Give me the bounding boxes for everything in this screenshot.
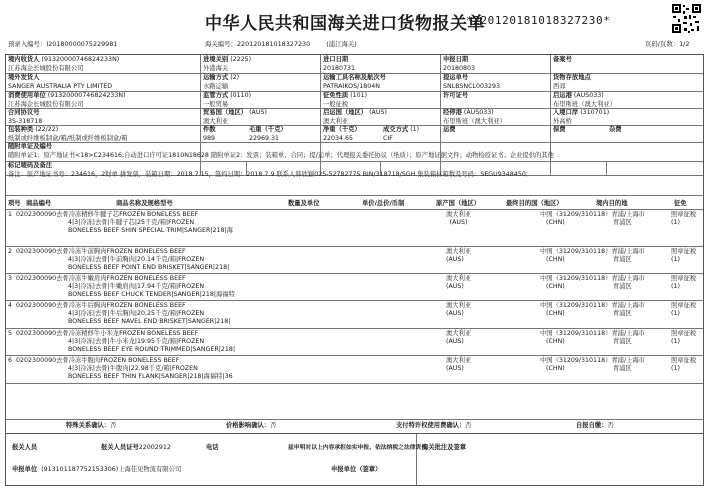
terms-cell: 成交方式 (1) CIF: [383, 126, 420, 142]
insurance-cell: 保费: [553, 126, 566, 133]
liability-statement: 兹申明对以上内容承担如实申报、依法纳税之法律责任: [288, 445, 428, 451]
goods-name: 去骨冷冻精修牛腱子芯FROZEN BONELESS BEEF: [56, 211, 199, 218]
net-weight-cell: 净重（千克） 22034.65: [323, 126, 361, 142]
origin-country-cell: 启运国（地区） (AUS) 澳大利亚: [323, 109, 387, 125]
goods-origin: 澳大利亚 (AUS): [446, 248, 472, 264]
freight-cell: 运费: [443, 126, 456, 133]
package-cell: 包装种类 (22/22) 纸制或纤维板制盒/箱/纸制或纤维板制盒/箱: [8, 126, 128, 142]
goods-dest: 中国（31209/310118）青浦/上海市 (CHN) 青浦区: [540, 357, 645, 373]
transport-mode-cell: 运输方式 (2) 水路运输: [203, 74, 240, 90]
levy-cell: 征免性质 (101) 一般征税: [323, 92, 368, 108]
import-date-cell: 进口日期 20180731: [323, 56, 356, 72]
price-impact-confirm: 价格影响确认：否: [226, 422, 277, 429]
license-cell: 许可证号: [443, 92, 469, 99]
via-port-cell: 经停港 (AUS033) 布里斯班（澳大利亚）: [443, 109, 506, 125]
trade-country-cell: 贸易国（地区） (AUS) 澳大利亚: [203, 109, 267, 125]
barcode-text: *220120181018327230*: [466, 14, 611, 27]
table-row: 2 0202300090去骨冷冻牛前胸肉FROZEN BONELESS BEEF 4|3|冷冻|去骨|牛前胸肉|20.14千克/箱|FROZEN BONELESS BEEF POINT END BRISKET|SANGER|218|: [8, 248, 230, 272]
goods-header-dest: 最终目的国（地区）: [506, 200, 563, 207]
declaration-form: [5, 54, 704, 434]
goods-header-no: 项号: [8, 200, 21, 207]
table-row: 3 0202300090去骨冷冻牛嫩肩肉FROZEN BONELESS BEEF 4|3|冷冻|去骨|牛嫩肩肉|17.94千克/箱|FROZEN BONELESS BEEF CHUCK TENDER|SANGER|218|海福特: [8, 275, 235, 299]
declare-date-cell: 申报日期 20180803: [443, 56, 476, 72]
documents-cell: 随附单证及编号 随附单证1：原产地证书<18>C234616;自动进口许可证1810N18628 随附单证2：发票；装箱单；合同；提/运单；代理报关委托协议（纸质）；原产地证据文件；动物检疫证书；企业提供的其他: [8, 143, 554, 159]
gross-weight-cell: 毛重（千克） 22969.31: [249, 126, 287, 142]
departure-port-cell: 启运港 (AUS033) 布里斯班（澳大利亚）: [553, 92, 616, 108]
consumer-cell: 消费使用单位 (91320000746824233N) 江苏海企长城股份有限公司: [8, 92, 126, 108]
consignee-cell: 境内收货人 (91320000746824233N) 江苏海企长城股份有限公司: [8, 56, 120, 72]
table-row: 5 0202300090去骨冷冻精修牛小米龙FROZEN BONELESS BEEF 4|3|冷冻|去骨|牛小米龙|19.95千克/箱|FROZEN BONELESS BEEF EYE ROUND TRIMMED|SANGER|218|: [8, 330, 236, 354]
pieces-cell: 件数 989: [203, 126, 216, 142]
goods-origin: 澳大利亚 (AUS): [446, 330, 472, 346]
goods-dest: 中国（31209/310118）青浦/上海市 (CHN) 青浦区: [540, 275, 645, 291]
form-title: 中华人民共和国海关进口货物报关单: [205, 14, 485, 34]
phone: 电话: [206, 444, 219, 451]
goods-header-domestic: 境内目的地: [596, 200, 628, 207]
customs-remarks: 海关批注及签章: [422, 444, 467, 451]
goods-dest: 中国（31209/310118）青浦/上海市 (CHN) 青浦区: [540, 211, 645, 227]
declaring-agent: 申报单位 (913101187752153306)上海佳见物流有限公司: [12, 466, 182, 473]
goods-code: 0202300090: [16, 211, 57, 218]
qr-code-icon: [671, 3, 702, 34]
misc-cell: 杂费: [609, 126, 622, 133]
marks-cell: 标记唛码及备注 备注：原产地证书号：234616，2财单 拼发票，装箱日期：2018.7.15，签约日期：2018.7.9 联系人韩欣颖025-52782775 BIN/318718/SGH 集装箱标箱数及号码：SEGU9348450;: [8, 162, 528, 178]
goods-levy: 照章征税 (1): [671, 357, 697, 373]
self-declare-confirm: 自报自缴：否: [576, 422, 614, 429]
customs-number: 海关编号：220120181018327230 (浦江海关): [205, 40, 357, 48]
goods-dest: 中国（31209/310118）青浦/上海市 (CHN) 青浦区: [540, 330, 645, 346]
goods-levy: 照章征税 (1): [671, 248, 697, 264]
table-row: 4 0202300090去骨冷冻牛后胸肉FROZEN BONELESS BEEF 4|3|冷冻|去骨|牛后胸肉|20.25千克/箱|FROZEN BONELESS BEEF NAVEL END BRISKET|SANGER|218|: [8, 302, 231, 326]
goods-levy: 照章征税 (1): [671, 330, 697, 346]
goods-origin: 澳大利亚 (AUS): [446, 275, 472, 291]
shipper-cell: 境外发货人 SANGER AUSTRALIA PTY LIMITED: [8, 74, 113, 90]
goods-header-price: 单价/总价/币制: [362, 200, 405, 207]
page-indicator: 页码/页数：1/2: [645, 40, 690, 48]
declaration-footer: [5, 434, 704, 486]
goods-origin: 澳大利亚 (AUS): [446, 357, 472, 373]
royalty-confirm: 支付特许权使用费确认：否: [396, 422, 472, 429]
goods-dest: 中国（31209/310118）青浦/上海市 (CHN) 青浦区: [540, 302, 645, 318]
goods-header-origin: 原产国（地区）: [436, 200, 481, 207]
supervision-cell: 监管方式 (0110) 一般贸易: [203, 92, 252, 108]
vessel-cell: 运输工具名称及航次号 PATRAIKOS/1804N: [323, 74, 386, 90]
special-relation-confirm: 特殊关系确认：否: [66, 422, 117, 429]
record-no-cell: 备案号: [553, 56, 572, 63]
agent-seal: 申报单位（签章）: [331, 466, 382, 473]
goods-levy: 照章征税 (1): [671, 211, 697, 227]
table-row: 6 0202300090去骨冷冻牛腹肉FROZEN BONELESS BEEF 4|3|冷冻|去骨|牛腹肉|22.98千克/箱|FROZEN BONELESS BEEF THIN FLANK|SANGER|218|海福特|36: [8, 357, 233, 381]
goods-levy: 照章征税 (1): [671, 302, 697, 318]
bl-cell: 提运单号 SNLBSNCL003293: [443, 74, 501, 90]
goods-header-qty: 数量及单位: [288, 200, 320, 207]
goods-origin: 澳大利亚 (AUS): [446, 211, 472, 227]
goods-levy: 照章征税 (1): [671, 275, 697, 291]
entry-port-cell: 进境关别 (2225) 外港海关: [203, 56, 252, 72]
contract-cell: 合同协议号 3S-318718: [8, 109, 43, 125]
goods-header-levy: 征免: [674, 200, 687, 207]
goods-no: 1: [8, 211, 13, 218]
declarant-cert: 报关人员证号22002912: [101, 444, 171, 451]
goods-header-code: 商品编号: [26, 200, 52, 207]
goods-header-name: 商品名称及规格型号: [116, 200, 173, 207]
declarant: 报关人员: [12, 444, 38, 451]
entry-place-cell: 入境口岸 (310701) 外高桥: [553, 109, 610, 125]
goods-origin: 澳大利亚 (AUS): [446, 302, 472, 318]
storage-cell: 货物存放地点 西郊: [553, 74, 591, 90]
goods-dest: 中国（31209/310118）青浦/上海市 (CHN) 青浦区: [540, 248, 645, 264]
table-row: 1 0202300090去骨冷冻精修牛腱子芯FROZEN BONELESS BEEF 4|3|冷冻|去骨|牛腱子芯|25千克/箱|FROZEN BONELESS BEEF SHIN SPECIAL TRIM|SANGER|218|海: [8, 211, 233, 235]
pre-entry-number: 预录入编号：I20180000075229981: [8, 40, 118, 48]
